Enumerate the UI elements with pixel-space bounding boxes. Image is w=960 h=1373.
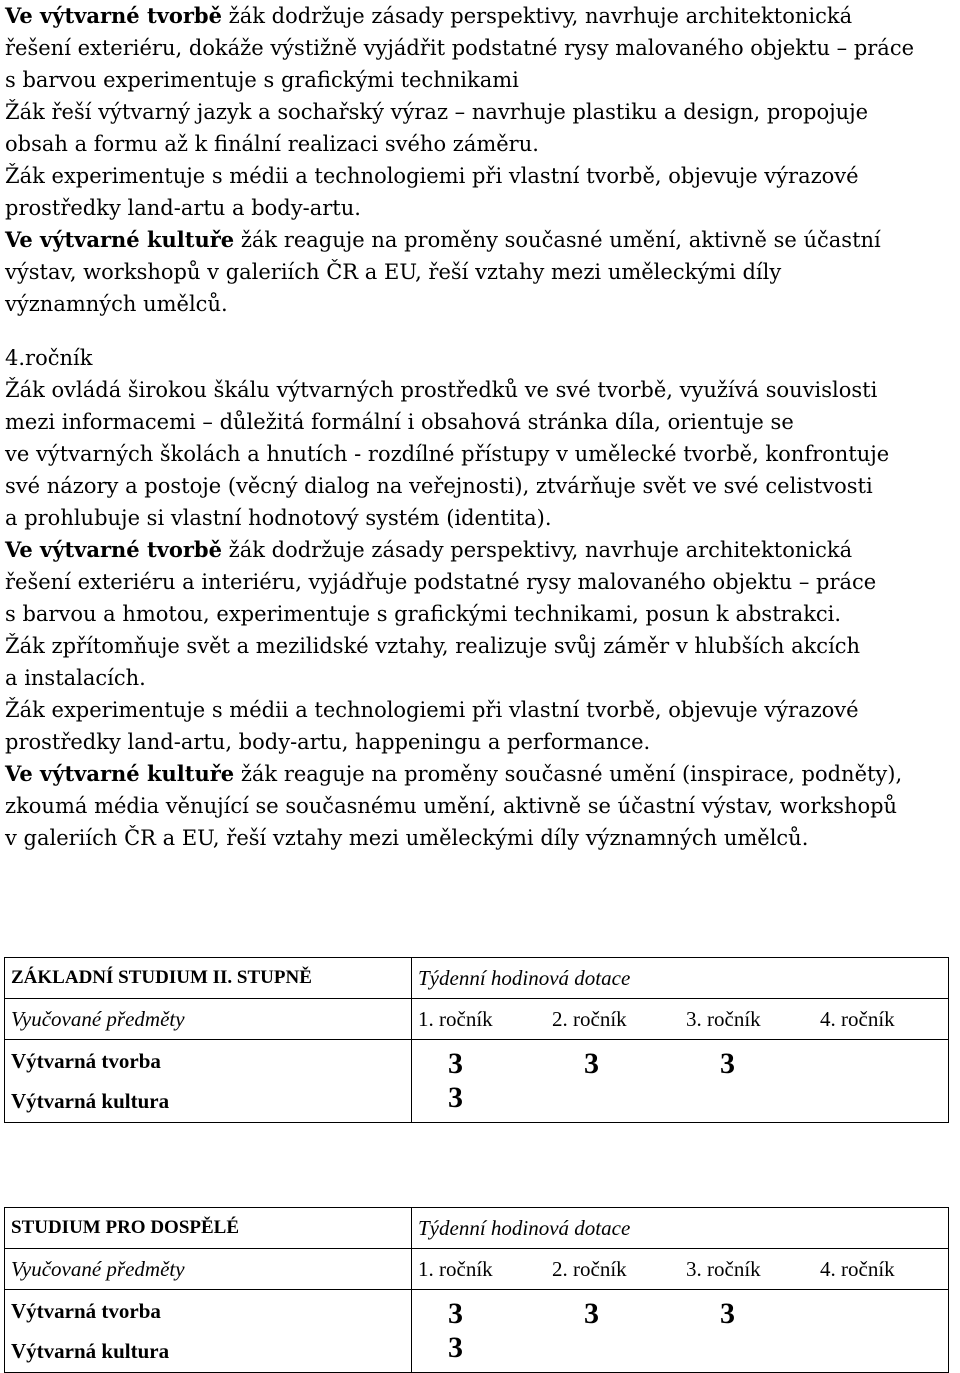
text-line (5, 534, 955, 566)
line-text: Žák ovládá širokou škálu výtvarných prostředků ve své tvorbě, využívá souvislosti (5, 378, 878, 402)
text-line (5, 470, 955, 502)
schedule-table-adults (4, 1207, 949, 1373)
text-line (5, 0, 955, 32)
text-line (5, 288, 955, 320)
subject-name: Výtvarná kultura (11, 1089, 170, 1113)
text-line (5, 726, 955, 758)
subject-name: Výtvarná tvorba (11, 1299, 161, 1323)
text-line (5, 96, 955, 128)
hours-value: 3 (720, 1297, 735, 1330)
text-line (5, 758, 955, 790)
text-line (5, 224, 955, 256)
text-line (5, 160, 955, 192)
bold-lead: Ve výtvarné tvorbě (5, 537, 222, 562)
line-text: žák dodržuje zásady perspektivy, navrhuje architektonická (221, 4, 853, 28)
year-1: 1. ročník (412, 1249, 547, 1290)
hours-value: 3 (720, 1047, 735, 1080)
curriculum-text (5, 0, 955, 854)
text-line (5, 630, 955, 662)
line-text: své názory a postoje (věcný dialog na veřejnosti), ztvárňuje svět ve své celistvosti (5, 474, 873, 498)
paragraphs-section-1 (5, 0, 955, 320)
line-text: prostředky land-artu a body-artu. (5, 196, 361, 220)
year-3: 3. ročník (680, 999, 814, 1040)
weekly-hours-label: Týdenní hodinová dotace (412, 958, 949, 999)
bold-lead: Ve výtvarné tvorbě (5, 3, 222, 28)
hours-value: 3 (448, 1081, 463, 1114)
line-text: Žák experimentuje s médii a technologiemi při vlastní tvorbě, objevuje výrazové (5, 164, 859, 188)
text-line (5, 64, 955, 96)
paragraphs-section-2 (5, 374, 955, 854)
line-text: a prohlubuje si vlastní hodnotový systém (identita). (5, 506, 552, 530)
line-text: řešení exteriéru a interiéru, vyjádřuje podstatné rysy malovaného objektu – práce (5, 570, 877, 594)
hours-value: 3 (448, 1331, 463, 1364)
line-text: s barvou experimentuje s grafickými technikami (5, 68, 519, 92)
subject-name: Výtvarná tvorba (11, 1049, 161, 1073)
bold-lead: Ve výtvarné kultuře (5, 761, 235, 786)
text-line (5, 406, 955, 438)
year-1: 1. ročník (412, 999, 547, 1040)
line-text: zkoumá média věnující se současnému umění, aktivně se účastní výstav, workshopů (5, 794, 898, 818)
subject-name: Výtvarná kultura (11, 1339, 170, 1363)
hours-value: 3 (584, 1047, 599, 1080)
year-2: 2. ročník (546, 999, 680, 1040)
hours-cell (412, 1040, 949, 1123)
text-line (5, 694, 955, 726)
text-line (5, 32, 955, 64)
text-line (5, 598, 955, 630)
hours-cell (412, 1290, 949, 1373)
line-text: mezi informacemi – důležitá formální i obsahová stránka díla, orientuje se (5, 410, 794, 434)
year-4: 4. ročník (814, 999, 949, 1040)
hours-value: 3 (448, 1047, 463, 1080)
text-line (5, 502, 955, 534)
line-text: ve výtvarných školách a hnutích - rozdílné přístupy v umělecké tvorbě, konfrontuje (5, 442, 890, 466)
line-text: žák reaguje na proměny současné umění (inspirace, podněty), (234, 762, 903, 786)
line-text: Žák řeší výtvarný jazyk a sochařský výraz – navrhuje plastiku a design, propojuje (5, 100, 869, 124)
subjects-cell (5, 1040, 412, 1123)
line-text: řešení exteriéru, dokáže výstižně vyjádřit podstatné rysy malovaného objektu – práce (5, 36, 915, 60)
subjects-cell (5, 1290, 412, 1373)
hours-value: 3 (584, 1297, 599, 1330)
text-line (5, 128, 955, 160)
subjects-label: Vyučované předměty (5, 999, 412, 1040)
schedule-table-basic (4, 957, 949, 1123)
line-text: prostředky land-artu, body-artu, happeningu a performance. (5, 730, 651, 754)
weekly-hours-label: Týdenní hodinová dotace (412, 1208, 949, 1249)
grade-heading: 4.ročník (5, 346, 93, 370)
text-line (5, 256, 955, 288)
table-title: STUDIUM PRO DOSPĚLÉ (5, 1208, 412, 1249)
line-text: a instalacích. (5, 666, 146, 690)
text-line (5, 822, 955, 854)
year-3: 3. ročník (680, 1249, 814, 1290)
bold-lead: Ve výtvarné kultuře (5, 227, 235, 252)
line-text: významných umělců. (5, 292, 228, 316)
line-text: žák reaguje na proměny současné umění, aktivně se účastní (234, 228, 881, 252)
hours-value: 3 (448, 1297, 463, 1330)
text-line (5, 192, 955, 224)
line-text: s barvou a hmotou, experimentuje s grafickými technikami, posun k abstrakci. (5, 602, 842, 626)
line-text: Žák zpřítomňuje svět a mezilidské vztahy, realizuje svůj záměr v hlubších akcích (5, 634, 861, 658)
year-4: 4. ročník (814, 1249, 949, 1290)
line-text: žák dodržuje zásady perspektivy, navrhuje architektonická (221, 538, 853, 562)
subjects-label: Vyučované předměty (5, 1249, 412, 1290)
text-line (5, 790, 955, 822)
text-line (5, 438, 955, 470)
text-line (5, 374, 955, 406)
year-2: 2. ročník (546, 1249, 680, 1290)
line-text: obsah a formu až k finální realizaci svého záměru. (5, 132, 539, 156)
text-line (5, 566, 955, 598)
line-text: v galeriích ČR a EU, řeší vztahy mezi uměleckými díly významných umělců. (5, 826, 809, 850)
table-title: ZÁKLADNÍ STUDIUM II. STUPNĚ (5, 958, 412, 999)
text-line (5, 662, 955, 694)
line-text: výstav, workshopů v galeriích ČR a EU, řeší vztahy mezi uměleckými díly (5, 260, 782, 284)
line-text: Žák experimentuje s médii a technologiemi při vlastní tvorbě, objevuje výrazové (5, 698, 859, 722)
